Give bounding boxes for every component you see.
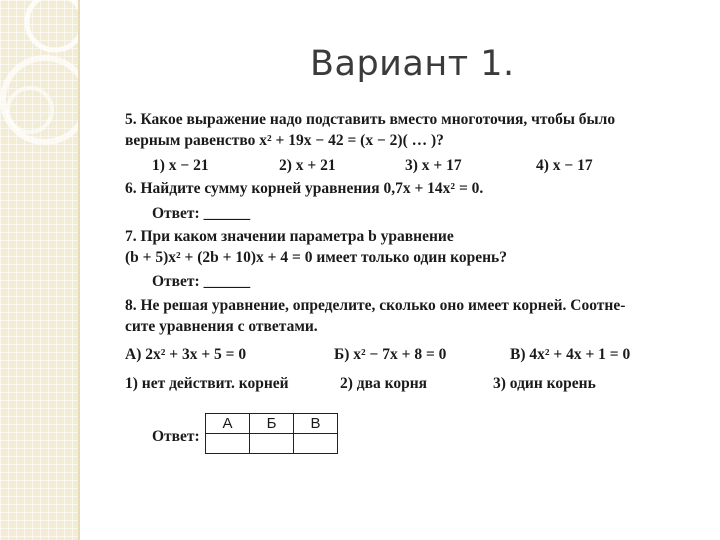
- q8-answer-option-1: 1) нет действит. корней: [125, 375, 289, 392]
- q8-equation-a: А) 2x² + 3x + 5 = 0: [125, 346, 247, 363]
- q8-answer-option-2: 2) два корня: [340, 375, 428, 392]
- answer-table-header-row: [206, 414, 338, 434]
- q7-answer-line: Ответ: ______: [152, 273, 251, 290]
- decorative-circles: [0, 0, 80, 540]
- q8-answer-option-3: 3) один корень: [493, 375, 596, 392]
- decorative-sidebar: [0, 0, 80, 540]
- q6-text: 6. Найдите сумму корней уравнения 0,7x + 14x² = 0.: [125, 180, 484, 197]
- q6-answer-line: Ответ: ______: [152, 205, 251, 222]
- answer-cell-b[interactable]: [250, 434, 294, 454]
- q5-option-3: 3) x + 17: [405, 157, 462, 174]
- sidebar-edge: [78, 0, 80, 540]
- q5-option-4: 4) x − 17: [536, 157, 593, 174]
- q8-text-line1: 8. Не решая уравнение, определите, сколько оно имеет корней. Соотне-: [125, 297, 626, 314]
- q5-option-2: 2) x + 21: [279, 157, 336, 174]
- answer-table-header-b: Б: [250, 414, 294, 434]
- q7-text-line2: (b + 5)x² + (2b + 10)x + 4 = 0 имеет только один корень?: [125, 249, 507, 266]
- q8-answer-table: [205, 413, 338, 454]
- answer-table-header-a: А: [206, 414, 250, 434]
- q8-answer-label: Ответ:: [152, 428, 200, 445]
- answer-table-answer-row: [206, 434, 338, 454]
- q5-option-1: 1) x − 21: [152, 157, 209, 174]
- slide-title: Вариант 1.: [310, 44, 515, 84]
- q7-text-line1: 7. При каком значении параметра b уравнение: [125, 228, 454, 245]
- answer-cell-a[interactable]: [206, 434, 250, 454]
- q5-text-line2: верным равенство x² + 19x − 42 = (x − 2)( … )?: [125, 132, 444, 149]
- q5-text-line1: 5. Какое выражение надо подставить вместо многоточия, чтобы было: [125, 111, 616, 128]
- q8-equation-b: Б) x² − 7x + 8 = 0: [334, 346, 447, 363]
- q8-equation-c: В) 4x² + 4x + 1 = 0: [510, 346, 631, 363]
- answer-cell-c[interactable]: [294, 434, 338, 454]
- answer-table-header-c: В: [294, 414, 338, 434]
- q8-text-line2: сите уравнения с ответами.: [125, 318, 318, 335]
